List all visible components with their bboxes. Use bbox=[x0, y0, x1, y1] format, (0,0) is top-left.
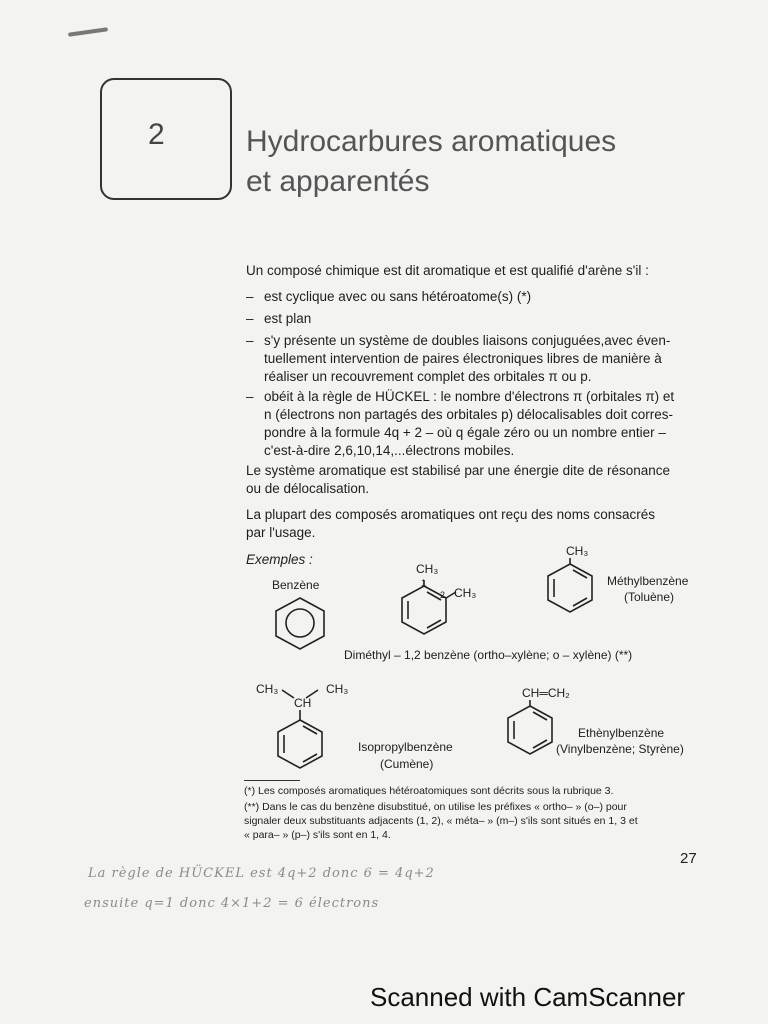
resonance-text bbox=[246, 462, 670, 498]
chapter-title-line1: Hydrocarbures aromatiques bbox=[246, 125, 617, 158]
bullet-text: s'y présente un système de doubles liaisons conjuguées,avec éven- bbox=[264, 333, 671, 348]
page-number: 27 bbox=[680, 850, 697, 867]
styrene-name1: Ethènylbenzène bbox=[578, 726, 665, 740]
bullet-text: pondre à la formule 4q + 2 – où q égale zéro ou un nombre entier – bbox=[264, 425, 666, 440]
styrene-name2: (Vinylbenzène; Styrène) bbox=[556, 742, 684, 756]
styrene-ring bbox=[504, 700, 556, 758]
bullet-text: réaliser un recouvrement complet des orbitales π ou p. bbox=[264, 369, 592, 384]
bullet-text: obéit à la règle de HÜCKEL : le nombre d'électrons π (orbitales π) et bbox=[264, 389, 675, 404]
xylene-ring bbox=[398, 580, 458, 638]
resonance-line: Le système aromatique est stabilisé par une énergie dite de résonance bbox=[246, 463, 671, 478]
toluene-name2: (Toluène) bbox=[624, 590, 675, 604]
xylene-position-2: 2 bbox=[440, 590, 446, 600]
footnote-rule bbox=[244, 780, 300, 781]
examples-title: Exemples : bbox=[246, 552, 313, 567]
chapter-title bbox=[246, 122, 616, 202]
xylene-ch3-top: CH₃ bbox=[416, 562, 439, 576]
cumene-name2: (Cumène) bbox=[380, 757, 434, 771]
usage-line: La plupart des composés aromatiques ont reçu des noms consacrés bbox=[246, 507, 655, 522]
bullet-text: c'est-à-dire 2,6,10,14,...électrons mobiles. bbox=[264, 443, 515, 458]
toluene-ch3: CH₃ bbox=[566, 544, 589, 558]
footnote-1: (*) Les composés aromatiques hétéroatomiques sont décrits sous la rubrique 3. bbox=[244, 785, 614, 797]
cumene-name1: Isopropylbenzène bbox=[358, 740, 453, 754]
bullet-text: n (électrons non partagés des orbitales p) délocalisables doit corres- bbox=[264, 407, 673, 422]
toluene-ring bbox=[544, 558, 596, 616]
camscanner-watermark: Scanned with CamScanner bbox=[370, 982, 686, 1012]
cumene-ch3-left: CH₃ bbox=[256, 682, 279, 696]
benzene-label: Benzène bbox=[272, 578, 320, 592]
bullet-plan: – est plan bbox=[246, 311, 312, 326]
cumene-ch: CH bbox=[294, 696, 312, 710]
xylene-position-1: 1 bbox=[421, 578, 427, 588]
footnote-line: « para– » (p–) s'ils sont en 1, 4. bbox=[244, 829, 391, 841]
bullet-conjugated: – s'y présente un système de doubles liaisons conjuguées,avec éven- tuellement intervention de paires électroniques libres de manière à réaliser un recouvrement complet des orbitales π ou p. bbox=[246, 333, 671, 384]
bullet-cyclic: – est cyclique avec ou sans hétéroatome(s) (*) bbox=[246, 289, 532, 304]
chapter-title-line2: et apparentés bbox=[246, 165, 430, 198]
pen-mark bbox=[68, 27, 108, 37]
footnote-2 bbox=[244, 800, 704, 842]
chapter-number: 2 bbox=[148, 118, 165, 151]
cumene-ring bbox=[272, 688, 332, 774]
benzene-ring bbox=[274, 596, 326, 650]
xylene-ch3-side: CH₃ bbox=[454, 586, 477, 600]
bullet-huckel: – obéit à la règle de HÜCKEL : le nombre d'électrons π (orbitales π) et n (électrons non partagés des orbitales p) délocalisables doit corres- pondre à la formule 4q + 2 – où q égale zéro ou un nombre entier – c'est-à-dire 2,6,10,14,...électrons mobiles. bbox=[246, 389, 675, 458]
styrene-vinyl-group: CH═CH₂ bbox=[522, 686, 570, 700]
handwritten-note-line2: ensuite q=1 donc 4×1+2 = 6 électrons bbox=[84, 896, 380, 911]
footnote-line: (**) Dans le cas du benzène disubstitué, on utilise les préfixes « ortho– » (o–) pour bbox=[244, 801, 627, 813]
cumene-ch3-right: CH₃ bbox=[326, 682, 349, 696]
intro-text: Un composé chimique est dit aromatique et est qualifié d'arène s'il : bbox=[246, 263, 649, 278]
usage-line: par l'usage. bbox=[246, 525, 316, 540]
bullet-text: est plan bbox=[264, 311, 312, 326]
resonance-line: ou de délocalisation. bbox=[246, 481, 370, 496]
bullet-text: est cyclique avec ou sans hétéroatome(s) (*) bbox=[264, 289, 532, 304]
xylene-name: Diméthyl – 1,2 benzène (ortho–xylène; o – xylène) (**) bbox=[344, 648, 633, 662]
usage-text bbox=[246, 506, 655, 542]
bullet-text: tuellement intervention de paires électroniques libres de manière à bbox=[264, 351, 662, 366]
chapter-box bbox=[100, 78, 232, 200]
handwritten-note-line1: La règle de HÜCKEL est 4q+2 donc 6 = 4q+2 bbox=[88, 866, 435, 881]
footnote-line: signaler deux substituants adjacents (1, 2), « méta– » (m–) s'ils sont situés en 1, 3 et bbox=[244, 815, 638, 827]
toluene-name1: Méthylbenzène bbox=[607, 574, 689, 588]
